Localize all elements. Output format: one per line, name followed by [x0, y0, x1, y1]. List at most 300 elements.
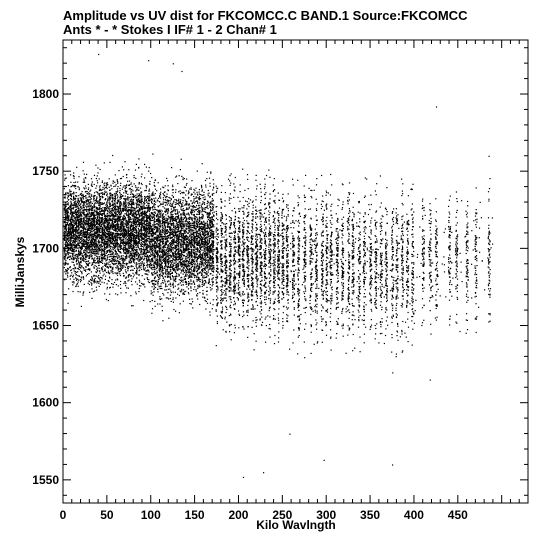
- data-point: [65, 225, 66, 226]
- data-point: [140, 246, 141, 247]
- data-point: [132, 190, 133, 191]
- data-point: [101, 251, 102, 252]
- data-point: [129, 197, 130, 198]
- data-point: [131, 281, 132, 282]
- data-point: [137, 193, 138, 194]
- data-point: [136, 262, 137, 263]
- data-point: [65, 194, 66, 195]
- data-point: [96, 210, 97, 211]
- data-point: [122, 266, 123, 267]
- data-point: [102, 197, 103, 198]
- data-point: [104, 185, 105, 186]
- data-point: [73, 221, 74, 222]
- data-point: [97, 252, 98, 253]
- data-point: [123, 236, 124, 237]
- data-point: [80, 234, 81, 235]
- data-point: [91, 215, 92, 216]
- data-point: [132, 273, 133, 274]
- data-point: [125, 269, 126, 270]
- data-point: [117, 275, 118, 276]
- data-point: [107, 221, 108, 222]
- data-point: [128, 234, 129, 235]
- data-point: [82, 191, 83, 192]
- data-point: [77, 254, 78, 255]
- data-point: [99, 219, 100, 220]
- data-point: [122, 263, 123, 264]
- data-point: [112, 271, 113, 272]
- data-point: [119, 226, 120, 227]
- data-point: [138, 212, 139, 213]
- data-point: [138, 187, 139, 188]
- data-point: [121, 237, 122, 238]
- data-point: [125, 196, 126, 197]
- data-point: [68, 216, 69, 217]
- data-point: [142, 246, 143, 247]
- data-point: [95, 251, 96, 252]
- data-point: [89, 233, 90, 234]
- data-point: [110, 270, 111, 271]
- data-point: [67, 242, 68, 243]
- data-point: [121, 223, 122, 224]
- data-point: [107, 200, 108, 201]
- data-point: [138, 261, 139, 262]
- data-point: [137, 254, 138, 255]
- data-point: [79, 247, 80, 248]
- data-point: [144, 177, 145, 178]
- data-point: [122, 189, 123, 190]
- data-point: [115, 211, 116, 212]
- data-point: [117, 235, 118, 236]
- data-point: [76, 167, 77, 168]
- data-point: [134, 183, 135, 184]
- data-point: [75, 286, 76, 287]
- data-point: [107, 224, 108, 225]
- data-point: [139, 285, 140, 286]
- data-point: [91, 255, 92, 256]
- data-point: [83, 170, 84, 171]
- data-point: [118, 249, 119, 250]
- data-point: [113, 247, 114, 248]
- data-point: [107, 196, 108, 197]
- data-point: [136, 264, 137, 265]
- data-point: [128, 277, 129, 278]
- data-point: [97, 172, 98, 173]
- data-point: [118, 268, 119, 269]
- data-point: [140, 256, 141, 257]
- data-point: [64, 265, 65, 266]
- data-point: [93, 291, 94, 292]
- data-point: [68, 241, 69, 242]
- data-point: [151, 202, 152, 203]
- data-point: [77, 257, 78, 258]
- data-point: [154, 195, 155, 196]
- data-point: [83, 218, 84, 219]
- data-point: [79, 187, 80, 188]
- data-point: [109, 235, 110, 236]
- data-point: [114, 235, 115, 236]
- data-point: [151, 260, 152, 261]
- data-point: [140, 285, 141, 286]
- data-point: [130, 232, 131, 233]
- data-point: [117, 229, 118, 230]
- data-point: [146, 225, 147, 226]
- data-point: [113, 273, 114, 274]
- data-point: [118, 224, 119, 225]
- data-point: [99, 218, 100, 219]
- data-point: [109, 209, 110, 210]
- data-point: [84, 219, 85, 220]
- data-point: [135, 178, 136, 179]
- data-point: [89, 258, 90, 259]
- data-point: [64, 194, 65, 195]
- data-point: [136, 164, 137, 165]
- data-point: [123, 169, 124, 170]
- data-point: [135, 212, 136, 213]
- data-point: [114, 216, 115, 217]
- data-point: [127, 263, 128, 264]
- data-point: [117, 183, 118, 184]
- data-point: [106, 210, 107, 211]
- data-point: [119, 221, 120, 222]
- data-point: [123, 211, 124, 212]
- data-point: [71, 191, 72, 192]
- data-point: [96, 244, 97, 245]
- data-point: [72, 291, 73, 292]
- data-point: [94, 291, 95, 292]
- data-point: [88, 255, 89, 256]
- data-point: [150, 247, 151, 248]
- data-point: [73, 245, 74, 246]
- data-point: [120, 183, 121, 184]
- data-point: [70, 278, 71, 279]
- data-point: [121, 264, 122, 265]
- data-point: [110, 246, 111, 247]
- data-point: [121, 194, 122, 195]
- data-point: [107, 255, 108, 256]
- data-point: [73, 182, 74, 183]
- data-point: [73, 227, 74, 228]
- data-point: [136, 256, 137, 257]
- data-point: [86, 207, 87, 208]
- data-point: [149, 262, 150, 263]
- data-point: [97, 281, 98, 282]
- data-point: [73, 222, 74, 223]
- data-point: [137, 188, 138, 189]
- data-point: [142, 275, 143, 276]
- data-point: [126, 174, 127, 175]
- data-point: [91, 185, 92, 186]
- data-point: [137, 250, 138, 251]
- data-point: [153, 284, 154, 285]
- data-point: [149, 193, 150, 194]
- data-point: [121, 248, 122, 249]
- data-point: [96, 256, 97, 257]
- data-point: [107, 207, 108, 208]
- data-point: [119, 202, 120, 203]
- data-point: [96, 287, 97, 288]
- data-point: [115, 236, 116, 237]
- data-point: [148, 270, 149, 271]
- data-point: [115, 239, 116, 240]
- data-point: [91, 235, 92, 236]
- data-point: [146, 212, 147, 213]
- data-point: [121, 229, 122, 230]
- data-point: [120, 206, 121, 207]
- data-point: [106, 299, 107, 300]
- data-point: [131, 284, 132, 285]
- data-point: [99, 256, 100, 257]
- data-point: [140, 229, 141, 230]
- data-point: [110, 185, 111, 186]
- data-point: [99, 190, 100, 191]
- data-point: [94, 175, 95, 176]
- data-point: [143, 235, 144, 236]
- data-point: [143, 208, 144, 209]
- data-point: [119, 188, 120, 189]
- data-point: [101, 239, 102, 240]
- data-point: [128, 232, 129, 233]
- data-point: [64, 267, 65, 268]
- data-point: [138, 190, 139, 191]
- data-point: [88, 260, 89, 261]
- data-point: [70, 210, 71, 211]
- data-point: [144, 198, 145, 199]
- data-point: [65, 250, 66, 251]
- data-point: [72, 284, 73, 285]
- data-point: [130, 233, 131, 234]
- data-point: [126, 258, 127, 259]
- data-point: [85, 197, 86, 198]
- data-point: [70, 195, 71, 196]
- data-point: [138, 267, 139, 268]
- data-point: [96, 241, 97, 242]
- data-point: [89, 250, 90, 251]
- data-point: [106, 222, 107, 223]
- data-point: [136, 247, 137, 248]
- data-point: [151, 281, 152, 282]
- data-point: [130, 189, 131, 190]
- data-point: [64, 236, 65, 237]
- data-point: [93, 213, 94, 214]
- data-point: [78, 235, 79, 236]
- data-point: [126, 208, 127, 209]
- data-point: [149, 252, 150, 253]
- data-point: [67, 208, 68, 209]
- data-point: [97, 193, 98, 194]
- data-point: [67, 215, 68, 216]
- data-point: [108, 211, 109, 212]
- data-point: [144, 232, 145, 233]
- data-point: [73, 232, 74, 233]
- data-point: [109, 187, 110, 188]
- data-point: [70, 266, 71, 267]
- data-point: [110, 208, 111, 209]
- data-point: [128, 222, 129, 223]
- data-point: [126, 287, 127, 288]
- data-point: [125, 245, 126, 246]
- data-point: [106, 253, 107, 254]
- data-point: [141, 203, 142, 204]
- data-point: [69, 252, 70, 253]
- data-point: [141, 174, 142, 175]
- data-point: [140, 193, 141, 194]
- data-point: [120, 242, 121, 243]
- data-point: [88, 263, 89, 264]
- data-point: [85, 269, 86, 270]
- data-point: [84, 231, 85, 232]
- data-point: [122, 221, 123, 222]
- data-point: [133, 305, 134, 306]
- data-point: [86, 234, 87, 235]
- data-point: [77, 263, 78, 264]
- data-point: [117, 279, 118, 280]
- data-point: [102, 233, 103, 234]
- data-point: [77, 217, 78, 218]
- data-point: [147, 264, 148, 265]
- data-point: [117, 260, 118, 261]
- data-point: [137, 274, 138, 275]
- data-point: [148, 197, 149, 198]
- data-point: [120, 231, 121, 232]
- data-point: [64, 209, 65, 210]
- data-point: [117, 191, 118, 192]
- data-point: [90, 246, 91, 247]
- data-point: [94, 268, 95, 269]
- data-point: [109, 230, 110, 231]
- data-point: [155, 224, 156, 225]
- data-point: [108, 271, 109, 272]
- data-point: [70, 226, 71, 227]
- data-point: [73, 240, 74, 241]
- data-point: [144, 252, 145, 253]
- data-point: [92, 186, 93, 187]
- data-point: [115, 231, 116, 232]
- data-point: [104, 255, 105, 256]
- data-point: [117, 258, 118, 259]
- data-point: [130, 243, 131, 244]
- data-point: [67, 223, 68, 224]
- data-point: [146, 232, 147, 233]
- data-point: [94, 253, 95, 254]
- data-point: [123, 176, 124, 177]
- data-point: [107, 231, 108, 232]
- data-point: [87, 274, 88, 275]
- data-point: [85, 247, 86, 248]
- data-point: [122, 166, 123, 167]
- data-point: [95, 278, 96, 279]
- data-point: [74, 207, 75, 208]
- data-point: [134, 274, 135, 275]
- data-point: [77, 226, 78, 227]
- data-point: [68, 199, 69, 200]
- data-point: [116, 261, 117, 262]
- data-point: [101, 208, 102, 209]
- data-point: [74, 203, 75, 204]
- data-point: [79, 189, 80, 190]
- data-point: [118, 263, 119, 264]
- data-point: [151, 195, 152, 196]
- data-point: [146, 230, 147, 231]
- data-point: [85, 224, 86, 225]
- data-point: [81, 273, 82, 274]
- data-point: [101, 267, 102, 268]
- data-point: [97, 192, 98, 193]
- data-point: [125, 241, 126, 242]
- data-point: [123, 223, 124, 224]
- data-point: [112, 198, 113, 199]
- data-point: [65, 197, 66, 198]
- data-point: [140, 213, 141, 214]
- data-point: [75, 233, 76, 234]
- data-point: [91, 236, 92, 237]
- data-point: [86, 247, 87, 248]
- data-point: [76, 250, 77, 251]
- data-point: [104, 263, 105, 264]
- data-point: [151, 290, 152, 291]
- data-point: [130, 197, 131, 198]
- data-point: [84, 284, 85, 285]
- data-point: [64, 240, 65, 241]
- data-point: [83, 236, 84, 237]
- data-point: [141, 208, 142, 209]
- data-point: [70, 201, 71, 202]
- data-point: [108, 250, 109, 251]
- data-point: [100, 249, 101, 250]
- data-point: [102, 180, 103, 181]
- data-point: [91, 209, 92, 210]
- data-point: [86, 251, 87, 252]
- data-point: [86, 242, 87, 243]
- data-point: [78, 198, 79, 199]
- data-point: [83, 242, 84, 243]
- data-point: [114, 243, 115, 244]
- data-point: [99, 186, 100, 187]
- data-point: [110, 189, 111, 190]
- data-point: [128, 252, 129, 253]
- data-point: [109, 287, 110, 288]
- data-point: [88, 222, 89, 223]
- data-point: [120, 235, 121, 236]
- data-point: [116, 202, 117, 203]
- data-point: [99, 231, 100, 232]
- data-point: [104, 214, 105, 215]
- data-point: [128, 247, 129, 248]
- data-point: [118, 250, 119, 251]
- data-point: [144, 239, 145, 240]
- data-point: [152, 207, 153, 208]
- data-point: [96, 185, 97, 186]
- data-point: [98, 205, 99, 206]
- data-point: [65, 245, 66, 246]
- data-point: [69, 206, 70, 207]
- data-point: [138, 247, 139, 248]
- data-point: [67, 263, 68, 264]
- data-point: [151, 177, 152, 178]
- data-point: [128, 245, 129, 246]
- data-point: [85, 261, 86, 262]
- data-point: [73, 282, 74, 283]
- data-point: [110, 216, 111, 217]
- data-point: [126, 185, 127, 186]
- data-point: [92, 278, 93, 279]
- data-point: [89, 269, 90, 270]
- data-point: [96, 196, 97, 197]
- data-point: [117, 242, 118, 243]
- data-point: [143, 218, 144, 219]
- data-point: [80, 203, 81, 204]
- data-point: [138, 229, 139, 230]
- data-point: [91, 205, 92, 206]
